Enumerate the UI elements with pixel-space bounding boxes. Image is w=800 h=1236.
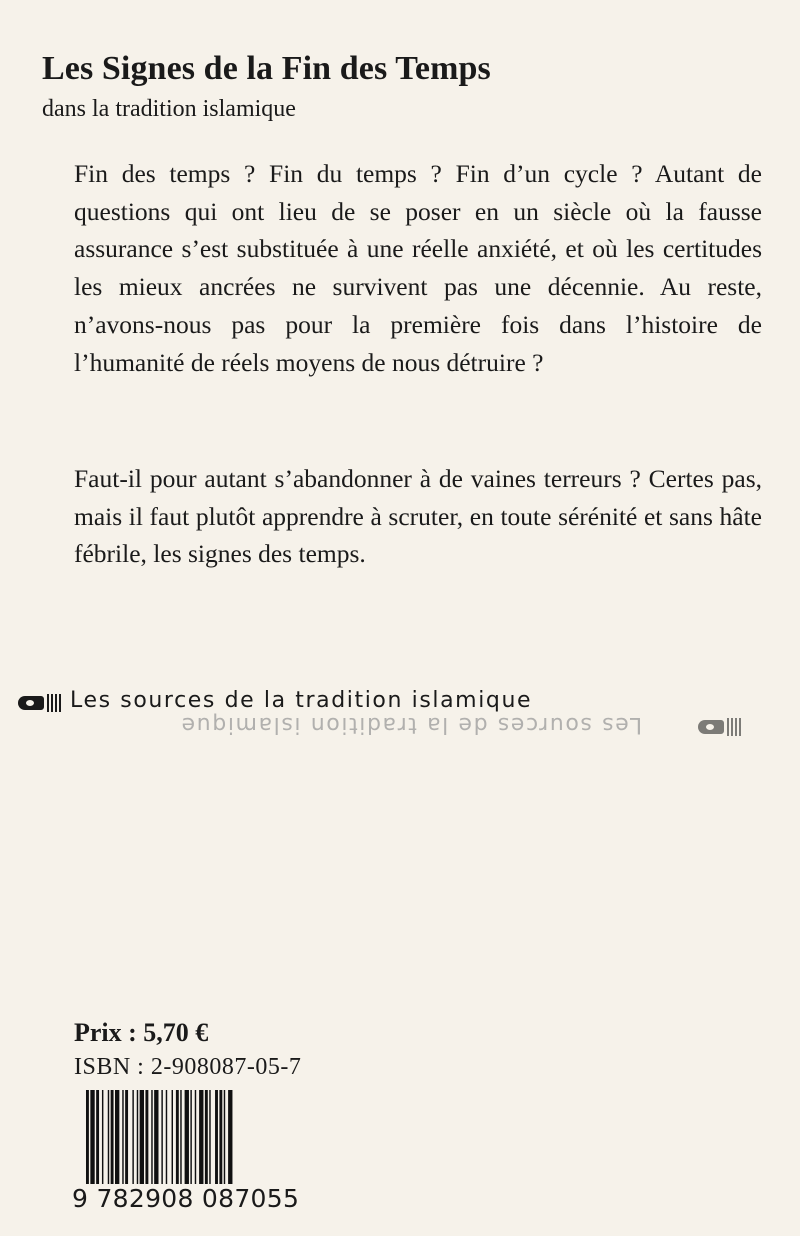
barcode-bar <box>199 1090 203 1186</box>
barcode-bar <box>115 1090 119 1186</box>
barcode-bar <box>209 1090 210 1186</box>
barcode-bar <box>111 1090 114 1186</box>
barcode-bar <box>185 1090 189 1186</box>
collection-banner <box>18 690 738 750</box>
barcode-bar <box>215 1090 218 1186</box>
barcode-bar <box>86 1090 89 1198</box>
blurb-paragraph-2: Faut-il pour autant s’abandonner à de vaines terreurs ? Certes pas, mais il faut plutôt apprendre à scruter, en toute sérénité et sans hâte fébrile, les signes des temps. <box>74 464 762 569</box>
barcode-bar <box>140 1090 144 1186</box>
barcode-bar <box>219 1090 222 1186</box>
isbn: ISBN : 2-908087-05-7 <box>74 1054 302 1080</box>
collection-label: Les sources de la tradition islamique <box>70 688 533 713</box>
book-subtitle: dans la tradition islamique <box>42 96 296 122</box>
barcode <box>72 1090 348 1214</box>
blurb-paragraph-1: Fin des temps ? Fin du temps ? Fin d’un cycle ? Autant de questions qui ont lieu de se poser en un siècle où la fausse assurance s’est substituée à une réelle anxiété, et où les certitudes les mieux ancrées ne survivent pas une décennie. Au reste, n’avons-nous pas pour la première fois dans l’histoire de l’humanité de réels moyens de nous détruire ? <box>74 159 762 377</box>
barcode-bar <box>205 1090 208 1186</box>
barcode-bar <box>180 1090 181 1186</box>
barcode-bar <box>108 1090 109 1186</box>
collection-logo-icon <box>18 694 61 712</box>
barcode-bar <box>125 1090 128 1186</box>
collection-label-reflection: Les sources de la tradition islamique <box>180 712 643 737</box>
price: Prix : 5,70 € <box>74 1018 209 1047</box>
barcode-bar <box>96 1090 99 1186</box>
barcode-bar <box>122 1090 123 1186</box>
barcode-bars-icon <box>86 1090 336 1198</box>
collection-logo-reflection-icon <box>698 718 741 736</box>
barcode-bar <box>145 1090 148 1186</box>
barcode-bar <box>161 1090 162 1198</box>
barcode-bar <box>228 1090 232 1198</box>
barcode-bar <box>224 1090 225 1186</box>
barcode-bar <box>195 1090 196 1186</box>
barcode-digits: 9 782908 087055 <box>72 1184 300 1213</box>
barcode-bar <box>190 1090 191 1186</box>
barcode-bar <box>176 1090 179 1186</box>
barcode-bar <box>90 1090 94 1198</box>
barcode-bar <box>154 1090 158 1186</box>
barcode-bar <box>132 1090 133 1186</box>
barcode-bar <box>137 1090 138 1186</box>
barcode-bar <box>172 1090 173 1186</box>
book-title: Les Signes de la Fin des Temps <box>42 50 491 87</box>
barcode-bar <box>102 1090 103 1186</box>
barcode-bar <box>151 1090 152 1186</box>
barcode-bar <box>166 1090 167 1186</box>
